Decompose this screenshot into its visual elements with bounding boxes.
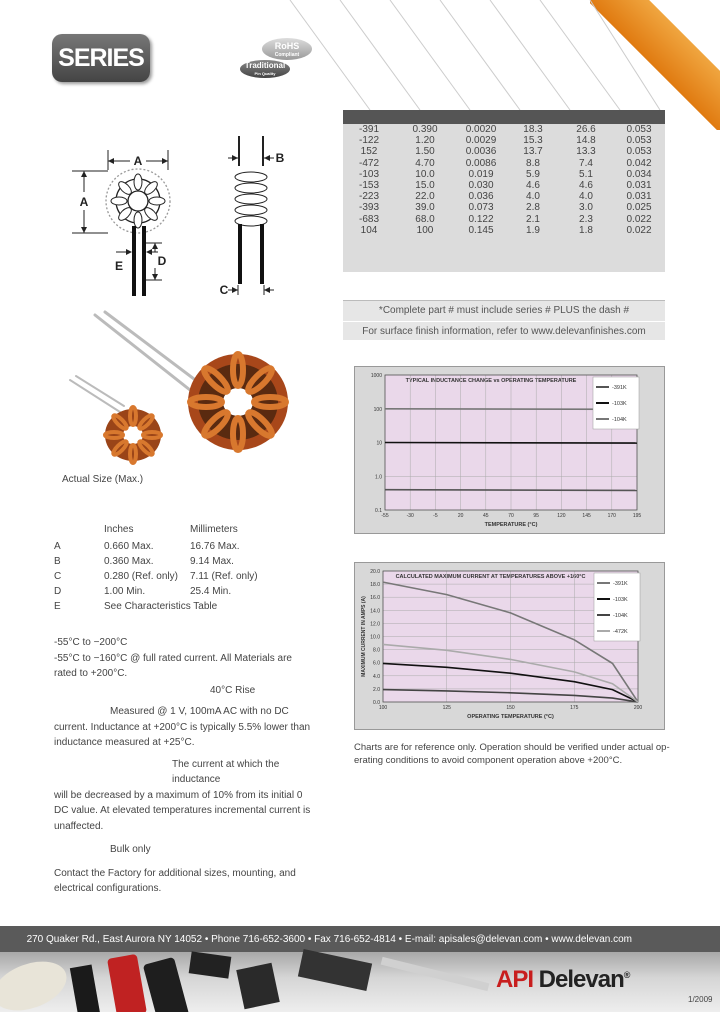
x-axis-label: TEMPERATURE (°C) [484, 522, 538, 528]
chart-note [354, 741, 674, 767]
table-row [343, 146, 665, 157]
characteristics-table [343, 124, 665, 272]
y-axis-label: MAXIMUM CURRENT IN AMPS (A) [361, 596, 367, 677]
specs-block [54, 635, 324, 897]
table-cell: -472 [358, 157, 379, 169]
series-line-391k [385, 490, 637, 491]
table-cell: 1.20 [415, 135, 435, 147]
table-cell: 0.036 [468, 191, 494, 203]
table-cell: 0.0029 [465, 135, 497, 147]
spec-cur-2: will be decreased by a maximum of 10% from its initial 0 [54, 789, 303, 801]
x-tick-label: 100 [378, 705, 388, 711]
y-tick-label: 20.0 [370, 569, 380, 575]
table-row [343, 124, 665, 135]
table-cell: 0.073 [468, 202, 494, 214]
table-cell: 4.0 [579, 191, 593, 203]
table-cell: 13.3 [576, 146, 596, 158]
table-cell: 2.1 [526, 213, 540, 225]
spec-ind-2: current. Inductance at +200°C is typically 5.5% lower than [54, 721, 311, 733]
dim-label-a-top: A [133, 154, 143, 168]
table-cell: 22.0 [415, 191, 435, 203]
y-tick-label: 8.0 [373, 647, 380, 654]
header-diagonal-lines [250, 0, 720, 112]
table-cell: 4.70 [415, 157, 435, 169]
spec-temp-1: -55°C to −200°C [54, 637, 128, 648]
legend-label: -103K [612, 401, 627, 407]
footer-contact-bar: 270 Quaker Rd., East Aurora NY 14052 • Phone 716-652-3600 • Fax 716-652-4814 • E-mail: apisales@delevan.com • www.delevan.com [26, 934, 632, 945]
document-date: 1/2009 [688, 995, 713, 1004]
table-cell: 0.034 [626, 168, 652, 180]
dim-label-a-side: A [79, 195, 89, 209]
table-cell: 0.019 [468, 168, 494, 180]
table-cell: 2.8 [526, 202, 540, 214]
table-row [343, 225, 665, 236]
table-cell: -122 [358, 135, 379, 147]
table-cell: 0.031 [626, 191, 652, 203]
y-tick-label: 0.1 [375, 508, 382, 514]
table-cell: -153 [358, 179, 379, 191]
dim-mm: 9.14 Max. [190, 556, 234, 567]
table-cell: 15.0 [415, 179, 435, 191]
legend-label: -104K [612, 417, 627, 423]
x-tick-label: 150 [506, 705, 515, 711]
table-cell: 1.50 [415, 146, 435, 158]
table-cell: 1.9 [526, 224, 540, 236]
y-tick-label: 14.0 [370, 608, 380, 615]
photo-caption: Actual Size (Max.) [62, 474, 144, 485]
x-tick-label: 125 [442, 705, 451, 711]
chart-inductance-frame [354, 366, 665, 534]
rohs-badge: RoHS Compliant [262, 38, 312, 60]
table-cell: 4.6 [579, 179, 593, 191]
note-line-1: *Complete part # must include series # PLUS the dash # [378, 305, 630, 316]
series-line-103k [385, 443, 637, 444]
table-cell: 0.022 [626, 224, 652, 236]
dim-mm: 25.4 Min. [190, 586, 232, 597]
dim-k: C [54, 571, 62, 582]
table-cell: -683 [358, 213, 379, 225]
table-row [343, 191, 665, 202]
y-tick-label: 16.0 [370, 595, 380, 602]
legend-label: -104K [613, 613, 628, 619]
dim-label-e: E [114, 259, 124, 273]
dim-in: 0.280 (Ref. only) [104, 571, 178, 582]
y-tick-label: 2.0 [373, 686, 380, 693]
table-cell: 7.4 [579, 157, 593, 169]
table-cell: 0.025 [626, 202, 652, 214]
mechanical-drawing [52, 130, 292, 300]
table-cell: 2.3 [579, 213, 593, 225]
spec-ind-3: inductance measured at +25°C. [54, 737, 195, 748]
y-tick-label: 0.0 [373, 700, 380, 706]
table-cell: 5.1 [579, 168, 593, 180]
x-tick-label: 95 [533, 513, 539, 519]
table-row [343, 158, 665, 169]
chart-note-1: Charts are for reference only. Operation should be verified under actual op- [354, 742, 670, 753]
x-tick-label: -5 [433, 513, 438, 519]
table-cell: 18.3 [523, 124, 543, 135]
dim-in: 1.00 Min. [104, 586, 146, 597]
table-cell: 13.7 [523, 146, 543, 158]
table-cell: 5.9 [526, 168, 540, 180]
table-cell: 0.042 [626, 157, 652, 169]
table-row [343, 202, 665, 213]
dim-header-inches: Inches [104, 524, 134, 535]
chart-current [355, 563, 664, 729]
dim-mm: 7.11 (Ref. only) [190, 571, 258, 582]
table-cell: -103 [358, 168, 379, 180]
table-cell: 3.0 [579, 202, 593, 214]
dim-k: A [54, 541, 61, 552]
table-cell: 8.8 [526, 157, 540, 169]
x-tick-label: 195 [632, 513, 642, 519]
table-cell: -223 [358, 191, 379, 203]
chart-inductance [355, 367, 664, 533]
dim-in: 0.360 Max. [104, 556, 154, 567]
chart-title: TYPICAL INDUCTANCE CHANGE vs OPERATING TEMPERATURE [405, 378, 577, 384]
spec-contact-2: electrical configurations. [54, 883, 162, 894]
spec-cur-1: The current at which the inductance [172, 758, 280, 785]
table-cell: -391 [358, 124, 379, 135]
chart-title: CALCULATED MAXIMUM CURRENT AT TEMPERATURES ABOVE +160°C [395, 574, 586, 580]
table-cell: 15.3 [523, 135, 543, 147]
table-cell: 0.022 [626, 213, 652, 225]
table-cell: 39.0 [415, 202, 435, 214]
spec-ind-1: Measured @ 1 V, 100mA AC with no DC [110, 706, 289, 717]
table-cell: 0.122 [468, 213, 494, 225]
table-row [343, 180, 665, 191]
table-row [343, 169, 665, 180]
traditional-badge: Traditional Pin Quality [240, 60, 290, 78]
note-line-2: For surface finish information, refer to www.delevanfinishes.com [343, 321, 665, 341]
dim-label-d: D [157, 254, 167, 268]
table-cell: 0.030 [468, 179, 494, 191]
dim-header-mm: Millimeters [190, 524, 238, 535]
table-cell: 26.6 [576, 124, 596, 135]
dim-k: B [54, 556, 61, 567]
table-cell: 104 [360, 224, 378, 236]
x-tick-label: -30 [406, 513, 414, 519]
x-axis-label: OPERATING TEMPERATURE (°C) [467, 714, 554, 720]
chart-current-frame [354, 562, 665, 730]
dim-in: 0.660 Max. [104, 541, 154, 552]
table-cell: 152 [360, 146, 378, 158]
legend-label: -472K [613, 629, 628, 635]
table-cell: 1.8 [579, 224, 593, 236]
table-cell: 68.0 [415, 213, 435, 225]
y-tick-label: 6.0 [373, 660, 380, 667]
table-cell: 0.145 [468, 224, 494, 236]
spec-rise: 40°C Rise [210, 684, 256, 696]
table-cell: 4.6 [526, 179, 540, 191]
dim-in: See Characteristics Table [104, 601, 218, 612]
y-tick-label: 100 [373, 406, 382, 413]
table-cell: 100 [416, 224, 434, 236]
chart-note-2: erating conditions to avoid component operation above +200°C. [354, 755, 623, 766]
y-tick-label: 1.0 [375, 474, 382, 481]
table-cell: 10.0 [415, 168, 435, 180]
api-delevan-logo: API Delevan® [496, 966, 630, 993]
table-cell: 14.8 [576, 135, 596, 147]
table-cell: 0.0036 [465, 146, 497, 158]
spec-temp-2: -55°C to −160°C @ full rated current. All Materials are [54, 652, 292, 664]
table-cell: 4.0 [526, 191, 540, 203]
table-row [343, 135, 665, 146]
x-tick-label: 175 [570, 705, 579, 711]
spec-cur-4: unaffected. [54, 820, 104, 832]
x-tick-label: 145 [582, 513, 591, 519]
y-tick-label: 12.0 [370, 621, 380, 628]
spec-temp-3: rated to +200°C. [54, 668, 128, 679]
table-cell: 0.0086 [465, 157, 497, 169]
dim-label-b: B [275, 151, 285, 165]
table-cell: 0.053 [626, 124, 652, 135]
legend-label: -391K [612, 385, 627, 391]
table-header-bar [343, 110, 665, 124]
x-tick-label: 20 [457, 513, 464, 519]
legend-label: -103K [613, 597, 628, 603]
spec-contact-1: Contact the Factory for additional sizes, mounting, and [54, 867, 296, 879]
y-tick-label: 1000 [370, 373, 382, 379]
dim-k: D [54, 586, 62, 597]
table-cell: 0.031 [626, 179, 652, 191]
legend-label: -391K [613, 581, 628, 587]
x-tick-label: 45 [483, 513, 489, 519]
y-tick-label: 10.0 [370, 634, 380, 641]
table-cell: 0.0020 [465, 124, 497, 135]
table-cell: 0.053 [626, 146, 652, 158]
dim-k: E [54, 601, 61, 612]
table-cell: 0.390 [412, 124, 438, 135]
table-cell: -393 [358, 202, 379, 214]
spec-pack: Bulk only [110, 844, 151, 855]
x-tick-label: 200 [633, 705, 643, 711]
y-tick-label: 4.0 [373, 673, 380, 680]
x-tick-label: 70 [508, 513, 514, 519]
dim-label-c: C [219, 283, 229, 297]
table-row [343, 214, 665, 225]
y-tick-label: 18.0 [370, 582, 380, 589]
x-tick-label: 170 [607, 513, 616, 519]
x-tick-label: 120 [557, 513, 566, 519]
y-tick-label: 10 [376, 440, 382, 447]
table-cell: 0.053 [626, 135, 652, 147]
dim-mm: 16.76 Max. [190, 541, 240, 552]
part-number-note [343, 300, 665, 340]
product-photo [60, 310, 320, 470]
series-tab: SERIES [52, 34, 150, 82]
spec-cur-3: DC value. At elevated temperatures incremental current is [54, 805, 311, 816]
x-tick-label: -55 [381, 513, 389, 519]
